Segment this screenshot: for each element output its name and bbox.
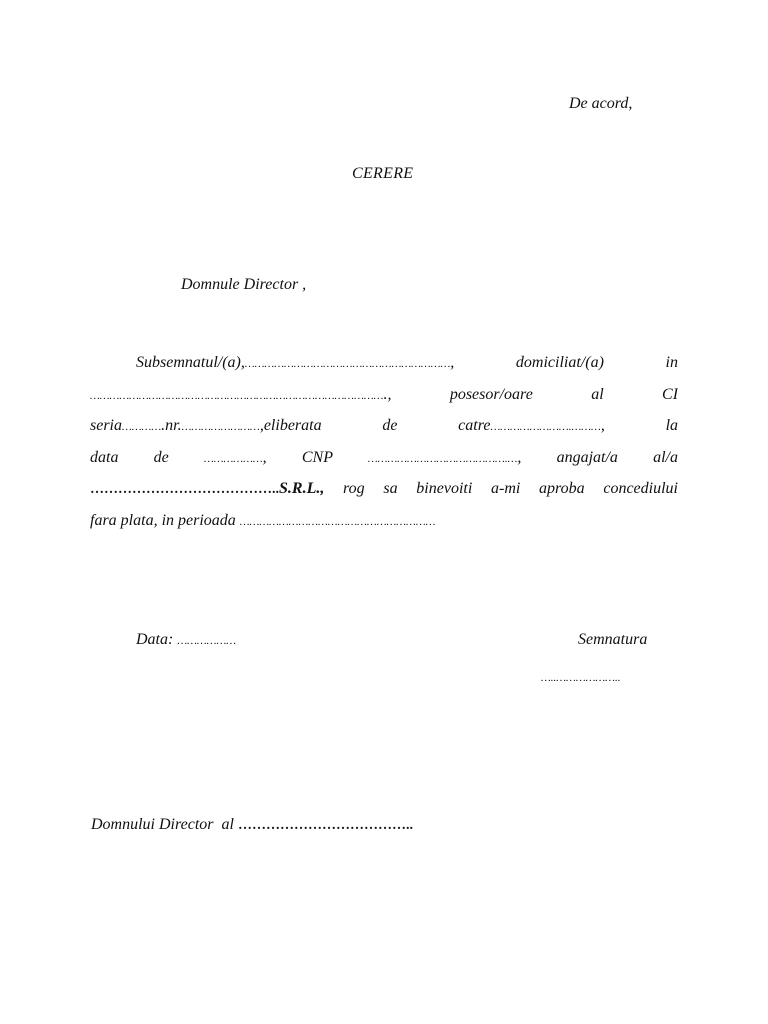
addressee-label: Domnului Director al — [91, 816, 234, 833]
id-series-blank: ………… — [122, 421, 162, 433]
body-line-3: seria………….nr.……………………,eliberata de catre…………………….………, la — [90, 417, 678, 434]
salutation: Domnule Director , — [181, 276, 307, 293]
date-label: Data: — [136, 631, 174, 648]
body-line-4: data de ………………, CNP …………………………………….…, angajat/a al/a — [90, 448, 678, 466]
holder-label: posesor/oare — [449, 385, 533, 403]
addressee-blank: ……………………………….. — [237, 818, 413, 833]
date-blank: ……………… — [177, 635, 237, 647]
date-field — [136, 630, 236, 651]
signature-blank: …..……………….. — [541, 672, 621, 684]
addressee-line — [91, 815, 413, 836]
request-body — [90, 347, 678, 536]
issued-by-label: ,eliberata de catre — [259, 417, 491, 434]
body-line-6 — [90, 505, 678, 537]
id-number-blank: …………………… — [181, 421, 260, 433]
company-suffix: S.R.L., — [279, 480, 325, 497]
period-blank: …………………………………………………… — [239, 515, 436, 528]
issued-by-blank: …………………… — [490, 421, 569, 433]
id-series-label: seria — [90, 417, 122, 434]
body-line-5 — [90, 473, 678, 505]
issue-date-blank: ……………… — [203, 452, 263, 465]
document-title: CERERE — [352, 165, 414, 182]
cnp-label: CNP — [301, 448, 333, 466]
body-line-1: Subsemnatul/(a),………………………………………………………, domiciliat/(a) in — [136, 354, 678, 371]
id-number-label: .nr. — [161, 417, 182, 434]
period-label: fara plata, in perioada — [90, 511, 236, 529]
name-blank: ……………………………………………………… — [244, 358, 451, 370]
domicile-label: domiciliat/(a) — [515, 354, 604, 371]
company-blank: ………………………………….. — [90, 482, 279, 497]
address-blank: ……………………………………………………………………………… — [90, 389, 384, 402]
cnp-blank: …………………………………… — [367, 452, 505, 465]
approval-note: De acord, — [569, 95, 633, 112]
body-line-2: ………………………………………………………………………………., posesor/oare al CI — [90, 385, 678, 403]
signature-label: Semnatura — [578, 631, 648, 648]
request-text: rog sa binevoiti a-mi aproba concediului — [343, 480, 678, 497]
name-label: Subsemnatul/(a), — [136, 354, 245, 371]
